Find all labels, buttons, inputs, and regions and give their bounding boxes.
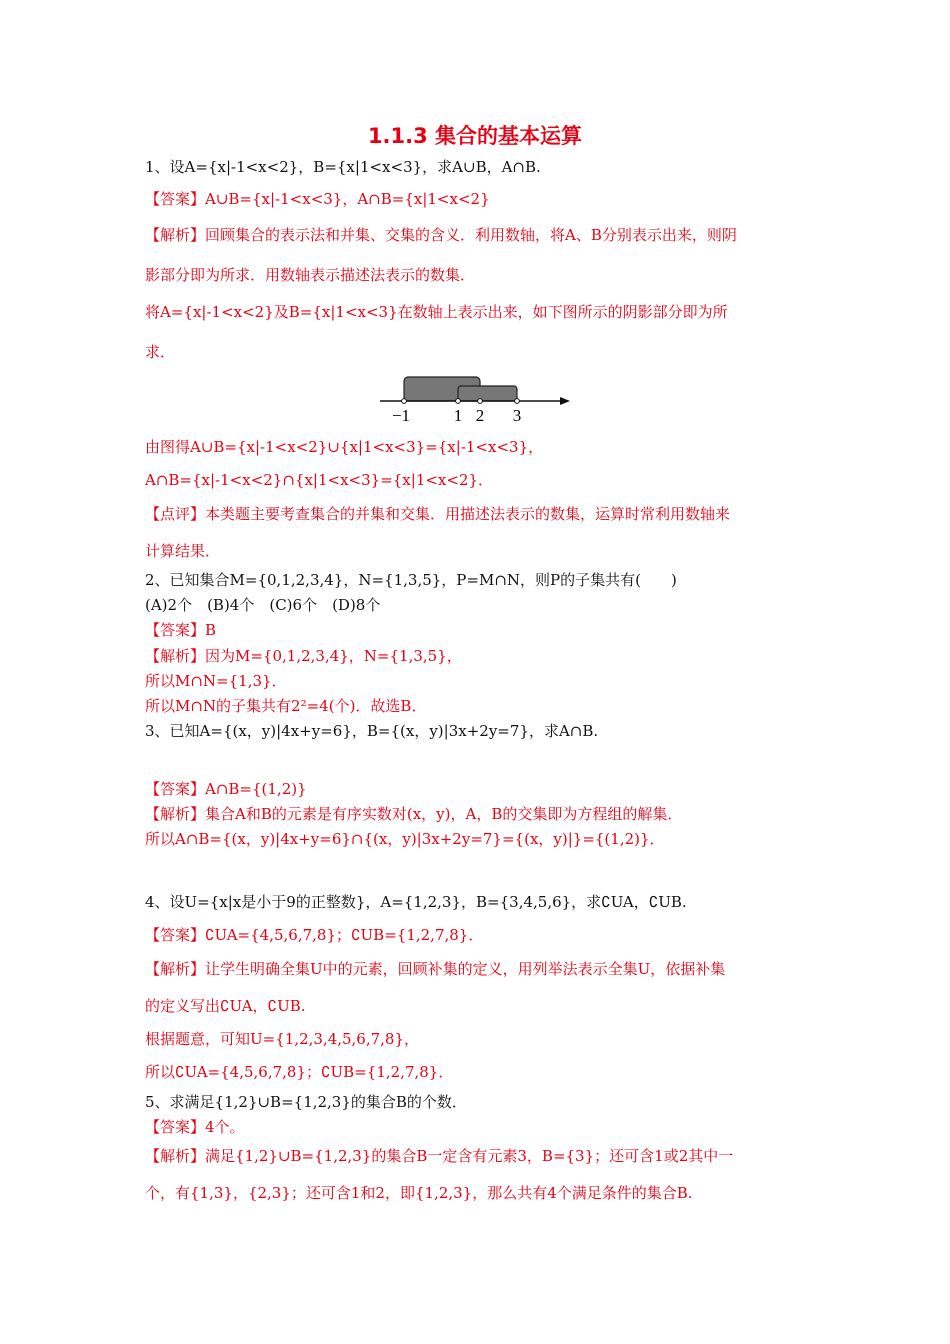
- text-line-q4: 4、设U={x|x是小于9的正整数}，A={1,2,3}，B={3,4,5,6}，求∁UA，∁UB.: [145, 893, 687, 911]
- tick-label-3: 3: [512, 406, 522, 425]
- text-line-q3: 3、已知A={(x，y)|4x+y=6}，B={(x，y)|3x+2y=7}，求A∩B.: [145, 722, 599, 740]
- text-line-q1-analysis-6: A∩B={x|-1<x<2}∩{x|1<x<3}={x|1<x<2}．: [145, 471, 494, 489]
- text-line-q3-answer: 【答案】A∩B={(1,2)}: [145, 780, 307, 798]
- text-line-q5-analysis-2: 个，有{1,3}，{2,3}；还可含1和2，即{1,2,3}，那么共有4个满足条件的集合B.: [145, 1184, 693, 1202]
- text-line-q2-analysis-2: 所以M∩N={1,3}．: [145, 672, 287, 690]
- number-line-diagram: [380, 372, 580, 428]
- text-line-q2-answer: 【答案】B: [145, 621, 217, 639]
- axis-arrow-icon: [560, 397, 570, 405]
- text-line-q1-analysis-3: 将A={x|-1<x<2}及B={x|1<x<3}在数轴上表示出来，如下图所示的阴影部分即为所: [145, 303, 728, 321]
- endpoint-marker: [515, 399, 520, 404]
- text-line-q2-options: (A)2个 (B)4个 (C)6个 (D)8个: [145, 596, 381, 614]
- tick-label-2: 2: [475, 406, 485, 425]
- endpoint-marker: [402, 399, 407, 404]
- text-line-q3-analysis-1: 【解析】集合A和B的元素是有序实数对(x，y)，A，B的交集即为方程组的解集．: [145, 805, 683, 823]
- text-line-q1: 1、设A={x|-1<x<2}，B={x|1<x<3}，求A∪B，A∩B.: [145, 158, 541, 176]
- text-line-q5-analysis-1: 【解析】满足{1,2}∪B={1,2,3}的集合B一定含有元素3，B={3}；还可含1或2其中一: [145, 1147, 734, 1165]
- set-b-shaded-region: [458, 386, 517, 401]
- tick-label-neg1: −1: [391, 406, 411, 425]
- text-line-q1-analysis-2: 影部分即为所求．用数轴表示描述法表示的数集．: [145, 266, 476, 284]
- text-line-q1-comment-2: 计算结果．: [145, 542, 221, 560]
- text-line-q1-answer: 【答案】A∪B={x|-1<x<3}，A∩B={x|1<x<2}: [145, 190, 490, 208]
- endpoint-marker: [478, 399, 483, 404]
- text-line-q1-comment-1: 【点评】本类题主要考查集合的并集和交集．用描述法表示的数集，运算时常利用数轴来: [145, 505, 731, 523]
- endpoint-marker: [456, 399, 461, 404]
- text-line-q1-analysis-5: 由图得A∪B={x|-1<x<2}∪{x|1<x<3}={x|-1<x<3}，: [145, 438, 544, 456]
- text-line-q4-analysis-4: 所以∁UA={4,5,6,7,8}；∁UB={1,2,7,8}．: [145, 1063, 454, 1081]
- text-line-q4-analysis-3: 根据题意，可知U={1,2,3,4,5,6,7,8}，: [145, 1030, 420, 1048]
- text-line-q4-analysis-2: 的定义写出∁UA，∁UB.: [145, 997, 306, 1015]
- text-line-q2: 2、已知集合M={0,1,2,3,4}，N={1,3,5}，P=M∩N，则P的子集共有( ): [145, 571, 677, 589]
- text-line-q1-analysis-1: 【解析】回顾集合的表示法和并集、交集的含义．利用数轴，将A、B分别表示出来，则阴: [145, 226, 737, 244]
- text-line-q4-analysis-1: 【解析】让学生明确全集U中的元素，回顾补集的定义，用列举法表示全集U，依据补集: [145, 960, 726, 978]
- text-line-q4-answer: 【答案】∁UA={4,5,6,7,8}；∁UB={1,2,7,8}．: [145, 926, 484, 944]
- text-line-q3-analysis-2: 所以A∩B={(x，y)|4x+y=6}∩{(x，y)|3x+2y=7}={(x，y)|}={(1,2)}．: [145, 830, 665, 848]
- text-line-q2-analysis-3: 所以M∩N的子集共有2²=4(个)．故选B．: [145, 697, 427, 715]
- text-line-q5-answer: 【答案】4个。: [145, 1118, 245, 1136]
- text-line-q1-analysis-4: 求．: [145, 343, 176, 361]
- text-line-q2-analysis-1: 【解析】因为M={0,1,2,3,4}，N={1,3,5}，: [145, 647, 462, 665]
- text-line-q5: 5、求满足{1,2}∪B={1,2,3}的集合B的个数．: [145, 1093, 467, 1111]
- tick-label-1: 1: [453, 406, 463, 425]
- page-title: 1.1.3 集合的基本运算: [367, 124, 583, 148]
